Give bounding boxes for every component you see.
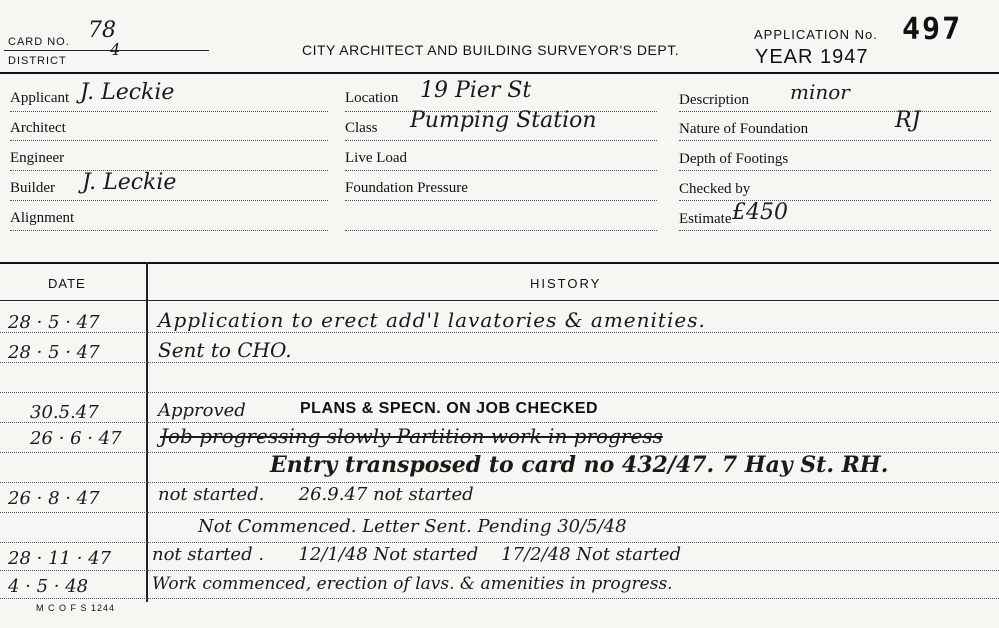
foundation-pressure-label: Foundation Pressure bbox=[345, 180, 468, 196]
history-row-text: Approved bbox=[158, 400, 246, 421]
engineer-label: Engineer bbox=[10, 150, 65, 166]
checked-stamp: PLANS & SPECN. ON JOB CHECKED bbox=[300, 400, 599, 417]
history-row-text: not started . 12/1/48 Not started 17/2/48 Not started bbox=[152, 544, 681, 565]
history-row-date: 26 · 6 · 47 bbox=[30, 428, 122, 449]
history-row-text: Entry transposed to card no 432/47. 7 Hay St. RH. bbox=[270, 452, 889, 478]
district-value: 4 bbox=[110, 40, 121, 59]
form-code: M C O F S 1244 bbox=[36, 603, 116, 613]
description-label: Description bbox=[679, 92, 749, 108]
year-label: YEAR 1947 bbox=[755, 46, 869, 68]
dept-title: CITY ARCHITECT AND BUILDING SURVEYOR'S DEPT. bbox=[302, 42, 680, 58]
builder-label: Builder bbox=[10, 180, 55, 196]
estimate-label: Estimate bbox=[679, 211, 732, 227]
applicant-value: J. Leckie bbox=[80, 80, 175, 105]
history-row-date: 28 · 5 · 47 bbox=[8, 342, 100, 363]
history-row-text: Not Commenced. Letter Sent. Pending 30/5/48 bbox=[198, 516, 627, 537]
history-row-date: 26 · 8 · 47 bbox=[8, 488, 100, 509]
estimate-value: £450 bbox=[732, 200, 788, 225]
card-no-value: 78 bbox=[88, 18, 116, 43]
checked-by-label: Checked by bbox=[679, 181, 751, 197]
date-column-header: DATE bbox=[48, 276, 86, 291]
class-label: Class bbox=[345, 120, 378, 136]
architect-label: Architect bbox=[10, 120, 66, 136]
history-row-text: Work commenced, erection of lavs. & amenities in progress. bbox=[152, 574, 673, 594]
history-column-header: HISTORY bbox=[530, 276, 602, 291]
history-row-text: Job progressing slowly Partition work in progress bbox=[160, 424, 663, 448]
live-load-label: Live Load bbox=[345, 150, 408, 166]
history-row-date: 28 · 5 · 47 bbox=[8, 312, 100, 333]
description-value: minor bbox=[790, 80, 850, 104]
location-value: 19 Pier St bbox=[420, 78, 532, 103]
history-row-date: 4 · 5 · 48 bbox=[8, 576, 89, 597]
alignment-label: Alignment bbox=[10, 210, 75, 226]
nature-of-foundation-label: Nature of Foundation bbox=[679, 121, 809, 137]
applicant-label: Applicant bbox=[10, 90, 70, 106]
history-row-text: Application to erect add'l lavatories & amenities. bbox=[158, 308, 706, 332]
application-no-label: APPLICATION No. bbox=[754, 27, 878, 42]
card-no-label: CARD NO. bbox=[8, 36, 70, 48]
history-row-text: not started. 26.9.47 not started bbox=[158, 484, 474, 505]
depth-of-footings-label: Depth of Footings bbox=[679, 151, 789, 167]
application-no-value: 497 bbox=[902, 12, 963, 47]
history-row-text: Sent to CHO. bbox=[158, 338, 292, 362]
nature-of-foundation-value: RJ bbox=[895, 108, 921, 133]
history-row-date: 28 · 11 · 47 bbox=[8, 548, 112, 569]
location-label: Location bbox=[345, 90, 399, 106]
builder-value: J. Leckie bbox=[82, 170, 177, 195]
district-label: DISTRICT bbox=[8, 55, 67, 67]
history-row-date: 30.5.47 bbox=[30, 402, 99, 423]
class-value: Pumping Station bbox=[410, 108, 597, 133]
